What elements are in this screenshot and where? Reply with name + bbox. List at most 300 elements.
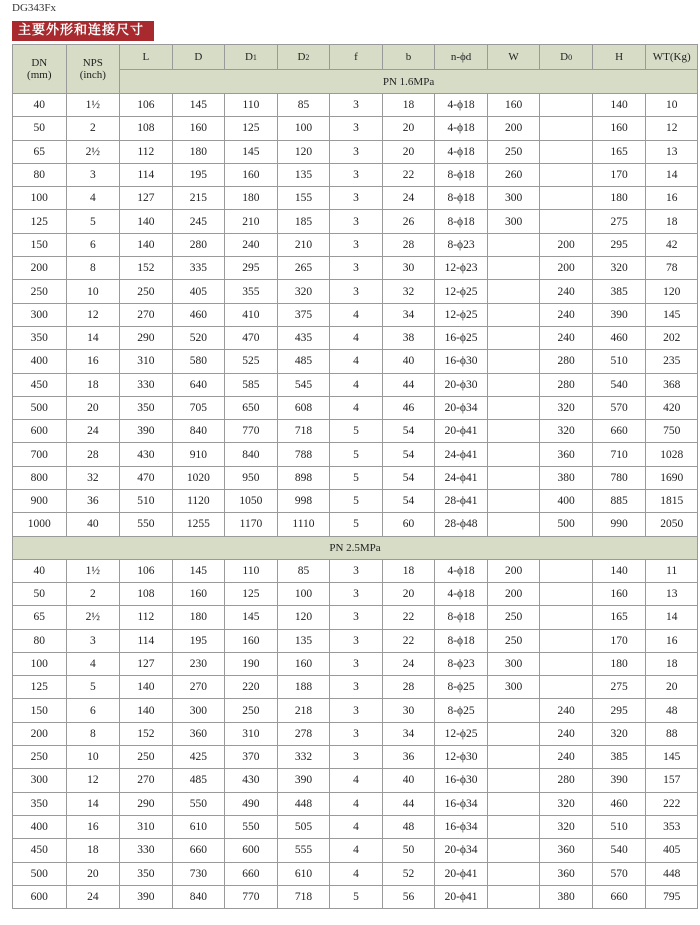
table-cell: 250: [487, 629, 540, 652]
table-cell: 550: [225, 815, 278, 838]
table-cell: 10: [66, 280, 120, 303]
table-row: [13, 676, 698, 699]
table-cell: [540, 582, 593, 605]
table-cell: 12-ϕ30: [435, 746, 488, 769]
table-cell: 332: [277, 746, 330, 769]
table-row: [13, 140, 698, 163]
table-cell: 2½: [66, 606, 120, 629]
table-cell: 180: [225, 187, 278, 210]
table-cell: 788: [277, 443, 330, 466]
table-cell: 950: [225, 466, 278, 489]
table-cell: 32: [382, 280, 435, 303]
table-row: [13, 373, 698, 396]
table-cell: 245: [172, 210, 225, 233]
table-cell: 20: [66, 862, 120, 885]
table-cell: 8: [66, 257, 120, 280]
table-cell: 405: [172, 280, 225, 303]
table-cell: 240: [540, 303, 593, 326]
table-cell: 4: [66, 652, 120, 675]
table-cell: 320: [592, 257, 646, 280]
table-cell: 250: [13, 746, 67, 769]
table-cell: 320: [540, 815, 593, 838]
table-cell: 4: [330, 303, 383, 326]
table-cell: 240: [540, 280, 593, 303]
table-cell: 795: [646, 885, 698, 908]
table-cell: 120: [277, 606, 330, 629]
table-cell: 200: [13, 722, 67, 745]
table-cell: 12-ϕ25: [435, 303, 488, 326]
col-dn: DN (mm): [13, 45, 67, 94]
table-cell: 13: [646, 140, 698, 163]
table-cell: 106: [120, 94, 173, 117]
table-cell: 18: [646, 210, 698, 233]
table-cell: 3: [330, 140, 383, 163]
table-cell: 3: [330, 676, 383, 699]
table-cell: 280: [540, 373, 593, 396]
table-cell: 350: [120, 396, 173, 419]
table-cell: 840: [172, 420, 225, 443]
table-cell: 180: [172, 140, 225, 163]
table-cell: 16: [646, 629, 698, 652]
table-cell: 180: [592, 652, 646, 675]
table-cell: 4-ϕ18: [435, 140, 488, 163]
table-cell: 200: [487, 582, 540, 605]
col-l: L: [120, 45, 173, 70]
table-cell: 50: [13, 117, 67, 140]
table-cell: 368: [646, 373, 698, 396]
table-cell: 160: [172, 117, 225, 140]
table-cell: 580: [172, 350, 225, 373]
table-cell: 485: [277, 350, 330, 373]
table-cell: 20-ϕ41: [435, 862, 488, 885]
table-cell: [487, 280, 540, 303]
table-cell: 155: [277, 187, 330, 210]
table-cell: 520: [172, 326, 225, 349]
table-cell: 28-ϕ41: [435, 490, 488, 513]
table-cell: 555: [277, 839, 330, 862]
table-cell: 100: [13, 187, 67, 210]
table-cell: 40: [13, 559, 67, 582]
table-cell: 3: [66, 629, 120, 652]
table-row: [13, 257, 698, 280]
table-cell: 16-ϕ34: [435, 792, 488, 815]
table-cell: 310: [120, 815, 173, 838]
table-cell: 290: [120, 792, 173, 815]
table-cell: 280: [540, 350, 593, 373]
table-cell: 54: [382, 443, 435, 466]
table-cell: 350: [120, 862, 173, 885]
table-cell: 910: [172, 443, 225, 466]
table-cell: [487, 350, 540, 373]
col-h: H: [592, 45, 646, 70]
table-row: [13, 792, 698, 815]
table-cell: 5: [330, 420, 383, 443]
col-wt: WT(Kg): [646, 45, 698, 70]
table-cell: 3: [330, 699, 383, 722]
table-cell: 190: [225, 652, 278, 675]
table-cell: 60: [382, 513, 435, 536]
table-cell: 448: [277, 792, 330, 815]
table-cell: 335: [172, 257, 225, 280]
table-cell: 840: [172, 885, 225, 908]
table-cell: 270: [172, 676, 225, 699]
table-cell: 24: [66, 420, 120, 443]
table-cell: 24: [66, 885, 120, 908]
table-cell: 85: [277, 559, 330, 582]
table-cell: 215: [172, 187, 225, 210]
table-cell: 525: [225, 350, 278, 373]
table-row: [13, 885, 698, 908]
table-cell: 2½: [66, 140, 120, 163]
table-cell: 36: [66, 490, 120, 513]
table-cell: 6: [66, 699, 120, 722]
table-cell: 4: [330, 815, 383, 838]
table-cell: 18: [382, 559, 435, 582]
table-cell: 295: [225, 257, 278, 280]
table-cell: 4: [330, 792, 383, 815]
table-cell: 3: [330, 233, 383, 256]
table-cell: 160: [277, 652, 330, 675]
table-cell: 3: [330, 210, 383, 233]
table-cell: 20-ϕ34: [435, 396, 488, 419]
table-cell: 114: [120, 163, 173, 186]
section-banner: 主要外形和连接尺寸: [12, 21, 154, 41]
table-cell: 400: [540, 490, 593, 513]
table-cell: 5: [330, 885, 383, 908]
table-cell: 10: [646, 94, 698, 117]
table-cell: [487, 699, 540, 722]
table-cell: 600: [13, 885, 67, 908]
table-cell: 16: [66, 350, 120, 373]
table-cell: 840: [225, 443, 278, 466]
table-cell: 360: [540, 443, 593, 466]
table-cell: 718: [277, 885, 330, 908]
table-cell: 390: [592, 769, 646, 792]
table-cell: 4: [66, 187, 120, 210]
table-cell: 140: [120, 210, 173, 233]
table-row: [13, 117, 698, 140]
table-cell: 610: [277, 862, 330, 885]
table-cell: 390: [277, 769, 330, 792]
table-cell: 125: [13, 676, 67, 699]
table-cell: 1170: [225, 513, 278, 536]
table-cell: 450: [13, 373, 67, 396]
table-cell: 127: [120, 187, 173, 210]
table-cell: 300: [487, 652, 540, 675]
table-cell: [487, 373, 540, 396]
table-cell: 585: [225, 373, 278, 396]
table-cell: 350: [13, 792, 67, 815]
table-cell: 18: [646, 652, 698, 675]
table-cell: 54: [382, 466, 435, 489]
table-cell: 44: [382, 792, 435, 815]
table-cell: 240: [225, 233, 278, 256]
table-row: [13, 652, 698, 675]
table-cell: 290: [120, 326, 173, 349]
table-cell: 295: [592, 233, 646, 256]
table-cell: 34: [382, 303, 435, 326]
table-cell: 85: [277, 94, 330, 117]
table-cell: 550: [120, 513, 173, 536]
table-row: [13, 280, 698, 303]
table-cell: 485: [172, 769, 225, 792]
table-cell: 150: [13, 699, 67, 722]
table-row: [13, 420, 698, 443]
table-cell: 20: [66, 396, 120, 419]
header-row: [13, 45, 698, 70]
col-b: b: [382, 45, 435, 70]
table-cell: 140: [120, 233, 173, 256]
table-cell: 20: [382, 582, 435, 605]
table-cell: [487, 792, 540, 815]
table-cell: 500: [540, 513, 593, 536]
table-cell: 222: [646, 792, 698, 815]
table-row: [13, 513, 698, 536]
table-cell: 370: [225, 746, 278, 769]
table-row: [13, 396, 698, 419]
table-cell: 320: [540, 792, 593, 815]
table-row: [13, 303, 698, 326]
table-cell: 110: [225, 559, 278, 582]
table-cell: 3: [330, 280, 383, 303]
table-cell: 24-ϕ41: [435, 443, 488, 466]
table-row: [13, 163, 698, 186]
table-cell: 42: [646, 233, 698, 256]
table-cell: 24: [382, 187, 435, 210]
table-cell: 3: [330, 559, 383, 582]
col-f: f: [330, 45, 383, 70]
table-cell: 320: [592, 722, 646, 745]
table-cell: 28: [382, 233, 435, 256]
table-cell: 320: [540, 420, 593, 443]
table-cell: 40: [66, 513, 120, 536]
table-cell: 145: [172, 559, 225, 582]
table-cell: 28-ϕ48: [435, 513, 488, 536]
table-cell: 145: [225, 140, 278, 163]
table-cell: 36: [382, 746, 435, 769]
table-cell: 3: [330, 722, 383, 745]
table-cell: 260: [487, 163, 540, 186]
table-cell: 310: [120, 350, 173, 373]
table-cell: 10: [66, 746, 120, 769]
table-cell: 500: [13, 862, 67, 885]
table-cell: 600: [225, 839, 278, 862]
table-cell: 660: [592, 885, 646, 908]
table-cell: 56: [382, 885, 435, 908]
table-cell: 405: [646, 839, 698, 862]
table-cell: 6: [66, 233, 120, 256]
table-cell: 200: [487, 117, 540, 140]
table-cell: 425: [172, 746, 225, 769]
table-row: [13, 490, 698, 513]
table-cell: 200: [540, 257, 593, 280]
table-cell: 4-ϕ18: [435, 94, 488, 117]
table-cell: 650: [225, 396, 278, 419]
table-cell: 40: [13, 94, 67, 117]
table-cell: 78: [646, 257, 698, 280]
table-cell: 220: [225, 676, 278, 699]
col-nd: n-ϕd: [435, 45, 488, 70]
table-cell: 65: [13, 606, 67, 629]
table-cell: 4: [330, 862, 383, 885]
table-cell: 54: [382, 490, 435, 513]
table-cell: [487, 257, 540, 280]
table-cell: 210: [225, 210, 278, 233]
table-cell: 510: [592, 350, 646, 373]
table-cell: 22: [382, 163, 435, 186]
table-cell: [540, 117, 593, 140]
table-row: [13, 862, 698, 885]
table-cell: 4: [330, 373, 383, 396]
table-cell: 20-ϕ30: [435, 373, 488, 396]
table-cell: 770: [225, 420, 278, 443]
table-cell: [487, 815, 540, 838]
table-cell: 88: [646, 722, 698, 745]
table-cell: 3: [330, 257, 383, 280]
table-cell: 3: [330, 117, 383, 140]
table-cell: 610: [172, 815, 225, 838]
table-cell: 390: [592, 303, 646, 326]
table-cell: [487, 490, 540, 513]
table-cell: 990: [592, 513, 646, 536]
table-cell: 185: [277, 210, 330, 233]
table-cell: 120: [277, 140, 330, 163]
table-cell: 120: [646, 280, 698, 303]
table-cell: 660: [172, 839, 225, 862]
table-cell: 410: [225, 303, 278, 326]
table-cell: [487, 303, 540, 326]
table-cell: 320: [540, 396, 593, 419]
table-cell: 14: [66, 792, 120, 815]
table-cell: 112: [120, 606, 173, 629]
table-cell: 160: [225, 629, 278, 652]
table-cell: 100: [277, 582, 330, 605]
table-cell: 165: [592, 606, 646, 629]
col-w: W: [487, 45, 540, 70]
table-cell: 240: [540, 699, 593, 722]
table-cell: 385: [592, 746, 646, 769]
table-cell: 20: [646, 676, 698, 699]
table-cell: 380: [540, 466, 593, 489]
table-cell: 3: [330, 94, 383, 117]
col-nps: NPS (inch): [66, 45, 120, 94]
table-cell: 200: [487, 559, 540, 582]
table-cell: 5: [330, 513, 383, 536]
table-cell: 375: [277, 303, 330, 326]
table-cell: 108: [120, 582, 173, 605]
table-cell: 170: [592, 629, 646, 652]
table-cell: 18: [66, 373, 120, 396]
table-cell: 550: [172, 792, 225, 815]
table-cell: 112: [120, 140, 173, 163]
table-cell: [540, 629, 593, 652]
table-cell: 28: [382, 676, 435, 699]
table-cell: 490: [225, 792, 278, 815]
table-cell: 52: [382, 862, 435, 885]
table-cell: [487, 420, 540, 443]
table-cell: 1690: [646, 466, 698, 489]
table-cell: 460: [172, 303, 225, 326]
table-cell: 80: [13, 629, 67, 652]
table-cell: 780: [592, 466, 646, 489]
table-cell: 28: [66, 443, 120, 466]
table-cell: 750: [646, 420, 698, 443]
table-body: [13, 94, 698, 909]
table-cell: 240: [540, 746, 593, 769]
table-cell: 8-ϕ18: [435, 210, 488, 233]
table-cell: 110: [225, 94, 278, 117]
table-cell: 2: [66, 117, 120, 140]
table-cell: 165: [592, 140, 646, 163]
table-cell: 20-ϕ41: [435, 885, 488, 908]
table-cell: 54: [382, 420, 435, 443]
table-cell: 250: [487, 140, 540, 163]
table-cell: 300: [13, 769, 67, 792]
table-cell: 250: [120, 746, 173, 769]
table-cell: 4: [330, 326, 383, 349]
table-cell: 40: [382, 350, 435, 373]
table-cell: 195: [172, 163, 225, 186]
table-cell: 38: [382, 326, 435, 349]
table-cell: 435: [277, 326, 330, 349]
table-cell: 150: [13, 233, 67, 256]
col-d2: D2: [277, 45, 330, 70]
table-cell: 16: [66, 815, 120, 838]
table-cell: 1110: [277, 513, 330, 536]
table-row: [13, 94, 698, 117]
table-cell: [487, 443, 540, 466]
table-cell: 3: [66, 163, 120, 186]
table-cell: 5: [330, 490, 383, 513]
table-cell: 48: [646, 699, 698, 722]
table-cell: 12: [646, 117, 698, 140]
model-code: DG343Fx: [12, 2, 57, 14]
table-cell: 600: [13, 420, 67, 443]
table-cell: 40: [382, 769, 435, 792]
table-cell: 420: [646, 396, 698, 419]
table-cell: 300: [172, 699, 225, 722]
table-cell: [487, 862, 540, 885]
table-cell: 125: [225, 117, 278, 140]
table-cell: 1815: [646, 490, 698, 513]
table-cell: 470: [225, 326, 278, 349]
table-cell: [487, 746, 540, 769]
table-cell: [540, 676, 593, 699]
table-cell: 80: [13, 163, 67, 186]
table-cell: 460: [592, 792, 646, 815]
table-cell: 16-ϕ25: [435, 326, 488, 349]
table-cell: 265: [277, 257, 330, 280]
table-cell: 300: [487, 187, 540, 210]
table-row: [13, 746, 698, 769]
table-cell: 8-ϕ25: [435, 676, 488, 699]
table-row: [13, 699, 698, 722]
table-cell: 30: [382, 699, 435, 722]
table-cell: 718: [277, 420, 330, 443]
table-cell: 20-ϕ34: [435, 839, 488, 862]
table-cell: 300: [13, 303, 67, 326]
table-cell: [487, 326, 540, 349]
table-cell: [540, 606, 593, 629]
table-cell: 430: [120, 443, 173, 466]
table-cell: 4-ϕ18: [435, 117, 488, 140]
table-cell: 4: [330, 396, 383, 419]
table-row: [13, 233, 698, 256]
table-cell: 8: [66, 722, 120, 745]
table-cell: 450: [13, 839, 67, 862]
table-cell: 24: [382, 652, 435, 675]
table-cell: 540: [592, 373, 646, 396]
